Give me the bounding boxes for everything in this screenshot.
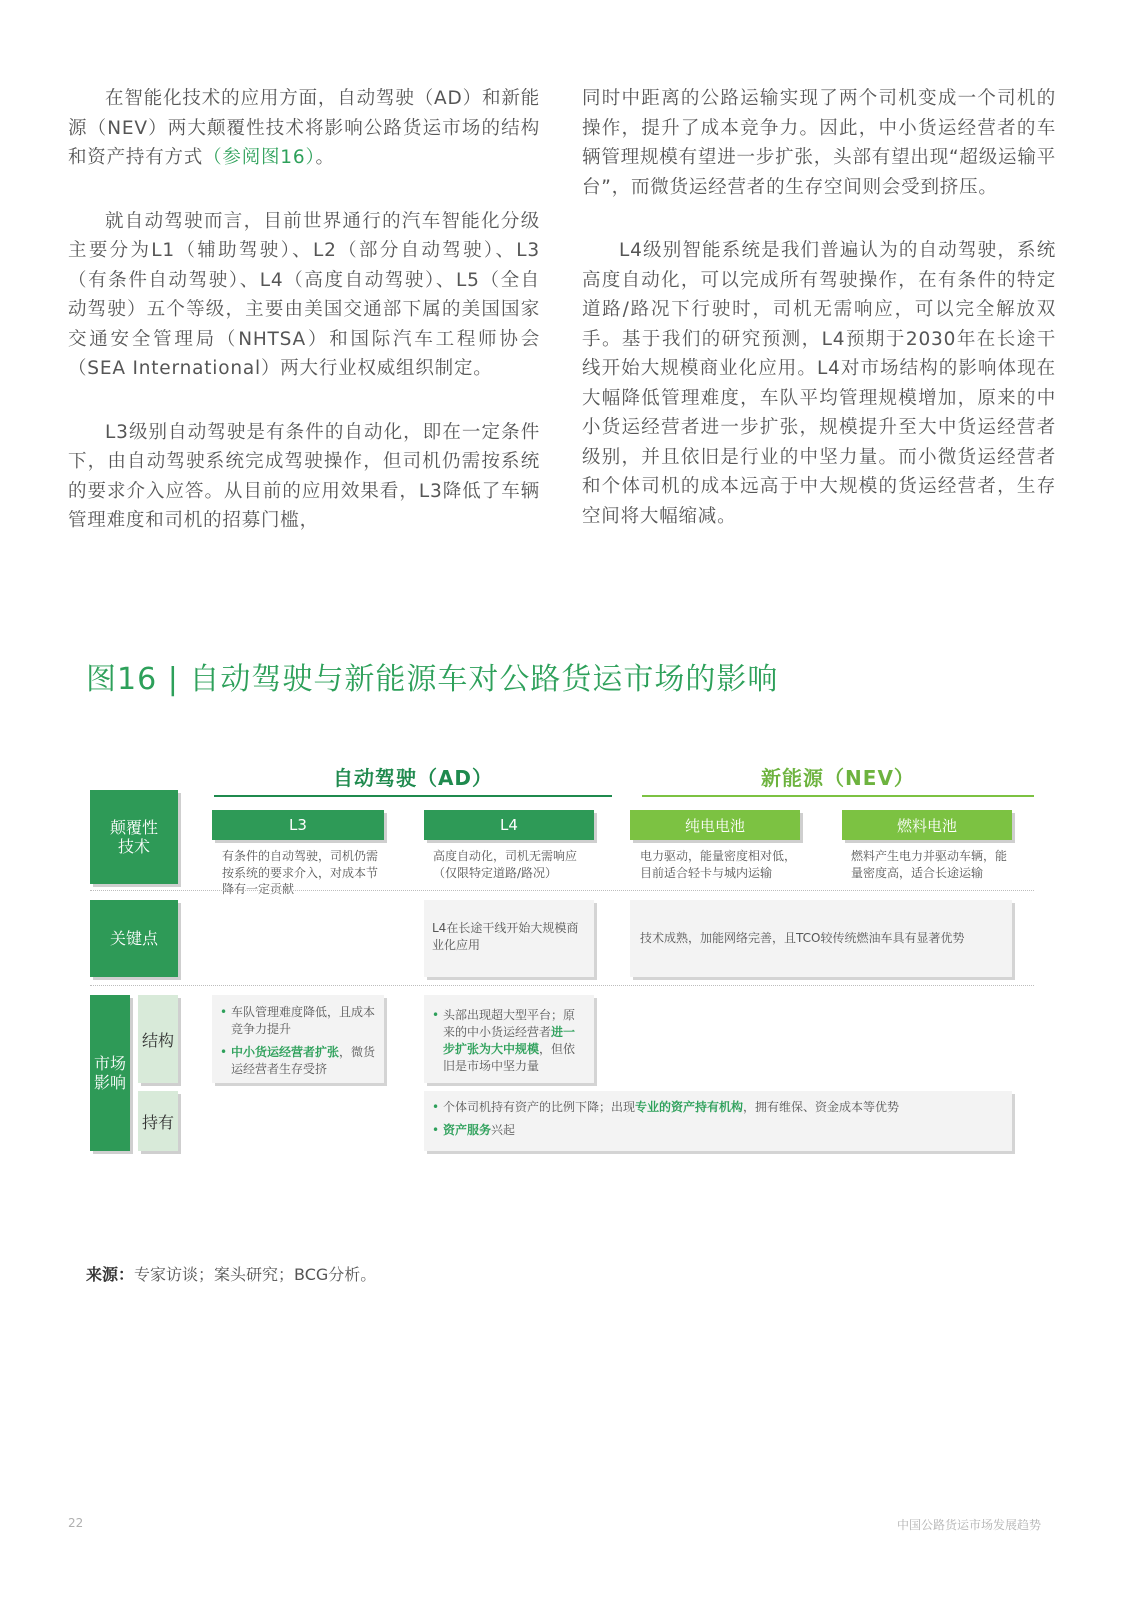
list-item: • 中小货运经营者扩张，微货运经营者生存受挤 xyxy=(220,1044,376,1078)
sub-label-structure: 结构 xyxy=(138,995,178,1083)
paragraph: 同时中距离的公路运输实现了两个司机变成一个司机的操作，提升了成本竞争力。因此，中小货运经营者的车辆管理规模有望进一步扩张，头部有望出现“超级运输平台”，而微货运经营者的生存空间则会受到挤压。 xyxy=(582,88,1056,198)
row-label-tech: 颠覆性技术 xyxy=(90,790,178,884)
structure-cell-l3 xyxy=(212,995,384,1083)
tech-desc-l3: 有条件的自动驾驶，司机仍需按系统的要求介入，对成本节降有一定贡献 xyxy=(222,849,379,896)
tech-bar-l3: L3 xyxy=(212,810,384,840)
tech-bar-fuel-cell: 燃料电池 xyxy=(842,810,1012,840)
tech-bar-bev: 纯电电池 xyxy=(630,810,800,840)
row-label-market: 市场影响 xyxy=(90,995,130,1151)
structure-cell-l4 xyxy=(424,995,594,1083)
sub-label-holding: 持有 xyxy=(138,1091,178,1151)
source-note: 来源：专家访谈；案头研究；BCG分析。 xyxy=(86,1265,377,1284)
paragraph: 在智能化技术的应用方面，自动驾驶（AD）和新能源（NEV）两大颠覆性技术将影响公路货运市场的结构和资产持有方式（参阅图16）。 xyxy=(68,88,540,168)
list-item: • 头部出现超大型平台；原来的中小货运经营者进一步扩张为大中规模，但依旧是市场中坚力量 xyxy=(432,1007,586,1075)
key-cell-nev: 技术成熟，加能网络完善，且TCO较传统燃油车具有显著优势 xyxy=(630,900,1012,977)
paragraph: L3级别自动驾驶是有条件的自动化，即在一定条件下，由自动驾驶系统完成驾驶操作，但司机仍需按系统的要求介入应答。从目前的应用效果看，L3降低了车辆管理难度和司机的招募门槛， xyxy=(68,421,540,531)
group-header-nev: 新能源（NEV） xyxy=(642,762,1034,797)
list-item: • 资产服务兴起 xyxy=(432,1122,1004,1139)
holding-cell xyxy=(424,1091,1012,1151)
paragraph: L4级别智能系统是我们普遍认为的自动驾驶，系统高度自动化，可以完成所有驾驶操作，在有条件的特定道路/路况下行驶时，司机无需响应，可以完全解放双手。基于我们的研究预测，L4预期于2030年在长途干线开始大规模商业化应用。L4对市场结构的影响体现在大幅降低管理难度，车队平均管理规模增加，原来的中小货运经营者进一步扩张，规模提升至大中货运经营者级别，并且依旧是行业的中坚力量。而小微货运经营者和个体司机的成本远高于中大规模的货运经营者，生存空间将大幅缩减。 xyxy=(582,240,1056,527)
group-header-ad: 自动驾驶（AD） xyxy=(214,762,612,797)
list-item: • 个体司机持有资产的比例下降；出现专业的资产持有机构，拥有维保、资金成本等优势 xyxy=(432,1099,1004,1116)
figure-reference[interactable]: （参阅图16） xyxy=(203,147,316,168)
figure-title: 图16 | 自动驾驶与新能源车对公路货运市场的影响 xyxy=(86,662,779,697)
row-divider xyxy=(90,890,1034,891)
key-cell-l4: L4在长途干线开始大规模商业化应用 xyxy=(424,900,594,977)
tech-desc-l4: 高度自动化，司机无需响应（仅限特定道路/路况） xyxy=(433,849,578,880)
right-column xyxy=(582,84,1056,565)
footer-doc-title: 中国公路货运市场发展趋势 xyxy=(896,1518,1041,1532)
row-label-key: 关键点 xyxy=(90,900,178,977)
tech-desc-bev: 电力驱动，能量密度相对低，目前适合轻卡与城内运输 xyxy=(640,849,797,880)
tech-bar-l4: L4 xyxy=(424,810,594,840)
list-item: • 车队管理难度降低，且成本竞争力提升 xyxy=(220,1004,376,1038)
page-number: 22 xyxy=(68,1516,84,1530)
paragraph: 就自动驾驶而言，目前世界通行的汽车智能化分级主要分为L1（辅助驾驶）、L2（部分自动驾驶）、L3（有条件自动驾驶）、L4（高度自动驾驶）、L5（全自动驾驶）五个等级，主要由美国交通部下属的美国国家交通安全管理局（NHTSA）和国际汽车工程师协会（SEA International）两大行业权威组织制定。 xyxy=(68,210,540,379)
row-divider xyxy=(90,985,1034,986)
left-column xyxy=(68,84,540,570)
tech-desc-fuel-cell: 燃料产生电力并驱动车辆，能量密度高，适合长途运输 xyxy=(851,849,1008,880)
